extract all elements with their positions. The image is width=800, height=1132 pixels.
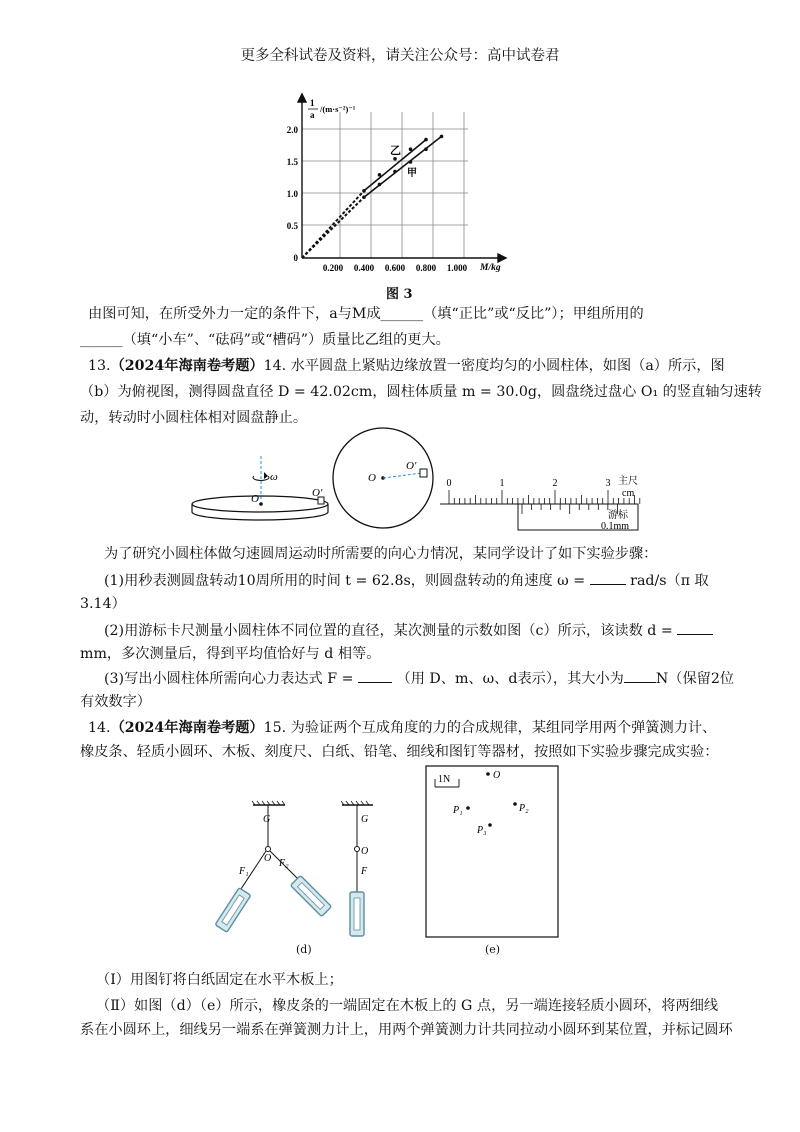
figure-e-paper bbox=[425, 765, 560, 940]
main-scale-tick-0: 0 bbox=[446, 478, 452, 489]
graph-x-tick: 0.200 bbox=[322, 263, 344, 273]
figure-d-caption: (d) bbox=[296, 943, 312, 956]
step2-blank bbox=[677, 620, 713, 635]
d-F-label: F bbox=[361, 866, 368, 877]
d-right-O-label: O bbox=[361, 846, 369, 857]
figure-c-vernier bbox=[438, 472, 653, 534]
figure-d-spring-scales bbox=[205, 800, 395, 960]
graph-caption: 图 3 bbox=[386, 287, 413, 302]
step1-blank bbox=[590, 570, 626, 585]
q14-step2a: （Ⅱ）如图（d）（e）所示，橡皮条的一端固定在木板上的 G 点，另一端连接轻质小圆环，将两细线 bbox=[96, 998, 719, 1014]
d-left-G-label: G bbox=[263, 814, 271, 825]
steps-intro: 为了研究小圆柱体做匀速圆周运动时所需要的向心力情况，某同学设计了如下实验步骤： bbox=[104, 546, 658, 562]
q13-number: 13. bbox=[88, 358, 111, 374]
d-right-G-label: G bbox=[361, 814, 369, 825]
series-extrapolation-1 bbox=[302, 197, 364, 258]
q14-step1: （Ⅰ）用图钉将白纸固定在水平木板上； bbox=[96, 972, 343, 988]
step3-text: (3)写出小圆柱体所需向心力表达式 F = bbox=[104, 671, 354, 687]
main-scale-tick-1: 1 bbox=[499, 478, 505, 489]
step3-cont: 有效数字） bbox=[80, 694, 151, 710]
q13-line3: 动，转动时小圆柱体相对圆盘静止。 bbox=[80, 410, 308, 426]
q14-text1: 15. 为验证两个互成角度的力的合成规律，某组同学用两个弹簧测力计、 bbox=[263, 720, 717, 736]
step3-hint: （用 D、m、ω、d表示），其大小为 bbox=[396, 671, 624, 687]
data-point bbox=[378, 173, 382, 177]
q13-text1: 14. 水平圆盘上紧贴边缘放置一密度均匀的小圆柱体，如图（a）所示，图 bbox=[263, 358, 725, 374]
graph-y-tick: 0 bbox=[293, 253, 298, 263]
disk-center-label: O bbox=[251, 493, 259, 505]
main-scale-tick-2: 2 bbox=[552, 478, 558, 489]
series-line-1 bbox=[364, 136, 442, 197]
step2-cont: mm，多次测量后，得到平均值恰好与 d 相等。 bbox=[80, 646, 381, 662]
step1-unit: rad/s（π 取 bbox=[630, 573, 709, 589]
main-scale-unit: cm bbox=[622, 488, 635, 499]
figure-a-disk bbox=[188, 452, 333, 524]
text-p1b: ______（填“小车”、“砝码”或“槽码”）质量比乙组的更大。 bbox=[80, 332, 450, 348]
graph-x-tick: 0.600 bbox=[384, 263, 406, 273]
series-extrapolation-0 bbox=[302, 191, 364, 258]
graph-grid bbox=[302, 112, 468, 258]
q13-line2: （b）为俯视图，测得圆盘直径 D = 42.02cm，圆柱体质量 m = 30.0g，圆盘绕过盘心 O₁ 的竖直轴匀速转 bbox=[80, 384, 762, 400]
e-P3-label: P₃ bbox=[477, 825, 487, 836]
data-point bbox=[440, 135, 444, 139]
text-p1a: 由图可知，在所受外力一定的条件下，a与M成______（填“正比”或“反比”）；甲组所用的 bbox=[88, 306, 644, 322]
graph-y-tick: 0.5 bbox=[286, 221, 298, 231]
data-point bbox=[393, 170, 397, 174]
step2-text: (2)用游标卡尺测量小圆柱体不同位置的直径，某次测量的示数如图（c）所示，该读数 d = bbox=[104, 623, 673, 639]
step3-precision: N（保留2位 bbox=[655, 671, 735, 687]
vernier-unit: 0.1mm bbox=[601, 521, 630, 532]
e-O-label: O bbox=[493, 770, 501, 781]
graph-y-tick: 1.5 bbox=[286, 157, 298, 167]
q13-source: （2024年海南卷考题） bbox=[110, 358, 264, 374]
data-point bbox=[424, 147, 428, 151]
cylinder-label: O' bbox=[312, 487, 323, 499]
step1-text: (1)用秒表测圆盘转动10周所用的时间 t = 62.8s，则圆盘转动的角速度 ω = bbox=[104, 573, 586, 589]
graph-y-label-den: a bbox=[310, 110, 315, 120]
q14-number: 14. bbox=[88, 720, 111, 736]
graph-y-tick: 1.0 bbox=[286, 189, 298, 199]
data-point bbox=[378, 183, 382, 187]
data-point bbox=[409, 160, 413, 164]
q14-step2b: 系在小圆环上，细线另一端系在弹簧测力计上，用两个弹簧测力计共同拉动小圆环到某位置，并标记圆环 bbox=[80, 1022, 733, 1038]
data-point bbox=[424, 138, 428, 142]
e-P1-label: P₁ bbox=[453, 805, 463, 816]
graph-series-label-jia: 甲 bbox=[407, 168, 417, 179]
data-point bbox=[362, 189, 366, 193]
graph-x-tick: 1.000 bbox=[446, 263, 468, 273]
q14-line2: 橡皮条、轻质小圆环、木板、刻度尺、白纸、铅笔、细线和图钉等器材，按照如下实验步骤完成实验： bbox=[80, 744, 719, 760]
graph-x-tick: 0.800 bbox=[415, 263, 437, 273]
figure-b-top-view bbox=[330, 425, 440, 535]
d-left-O-label: O bbox=[264, 853, 272, 864]
step1-line bbox=[104, 570, 709, 591]
main-scale-tick-3: 3 bbox=[605, 478, 611, 489]
omega-symbol: ω bbox=[270, 471, 278, 483]
data-point bbox=[393, 157, 397, 161]
step2-line bbox=[104, 620, 713, 641]
header-notice: 更多全科试卷及资料，请关注公众号：高中试卷君 bbox=[240, 48, 560, 64]
e-P2-label: P₂ bbox=[519, 803, 529, 814]
vernier-label: 游标 bbox=[608, 510, 628, 521]
q14-line1 bbox=[88, 718, 716, 738]
main-scale-label: 主尺 bbox=[618, 476, 638, 487]
step3-blank-value bbox=[624, 668, 656, 683]
figure-e-caption: (e) bbox=[485, 943, 501, 956]
step1-cont: 3.14） bbox=[80, 596, 126, 612]
q13-line1 bbox=[88, 356, 725, 376]
top-view-center-label: O bbox=[368, 472, 376, 484]
d-F2-label: F₂ bbox=[279, 858, 289, 869]
step3-line bbox=[104, 668, 734, 689]
top-view-cylinder-label: O' bbox=[406, 460, 417, 472]
d-F1-label: F₁ bbox=[239, 866, 249, 877]
graph-y-tick: 2.0 bbox=[286, 125, 298, 135]
data-point bbox=[362, 195, 366, 199]
graph-series-label-yi: 乙 bbox=[390, 145, 401, 157]
q14-source: （2024年海南卷考题） bbox=[110, 720, 264, 736]
graph-x-tick: 0.400 bbox=[353, 263, 375, 273]
e-scale-label: 1N bbox=[438, 774, 451, 785]
graph-figure bbox=[280, 92, 525, 282]
graph-x-label: M/kg bbox=[480, 263, 501, 273]
graph-y-label-num: 1 bbox=[310, 98, 315, 108]
data-point bbox=[409, 147, 413, 151]
graph-y-label-unit: /(m·s⁻²)⁻¹ bbox=[320, 104, 356, 114]
step3-blank-formula bbox=[358, 668, 392, 683]
